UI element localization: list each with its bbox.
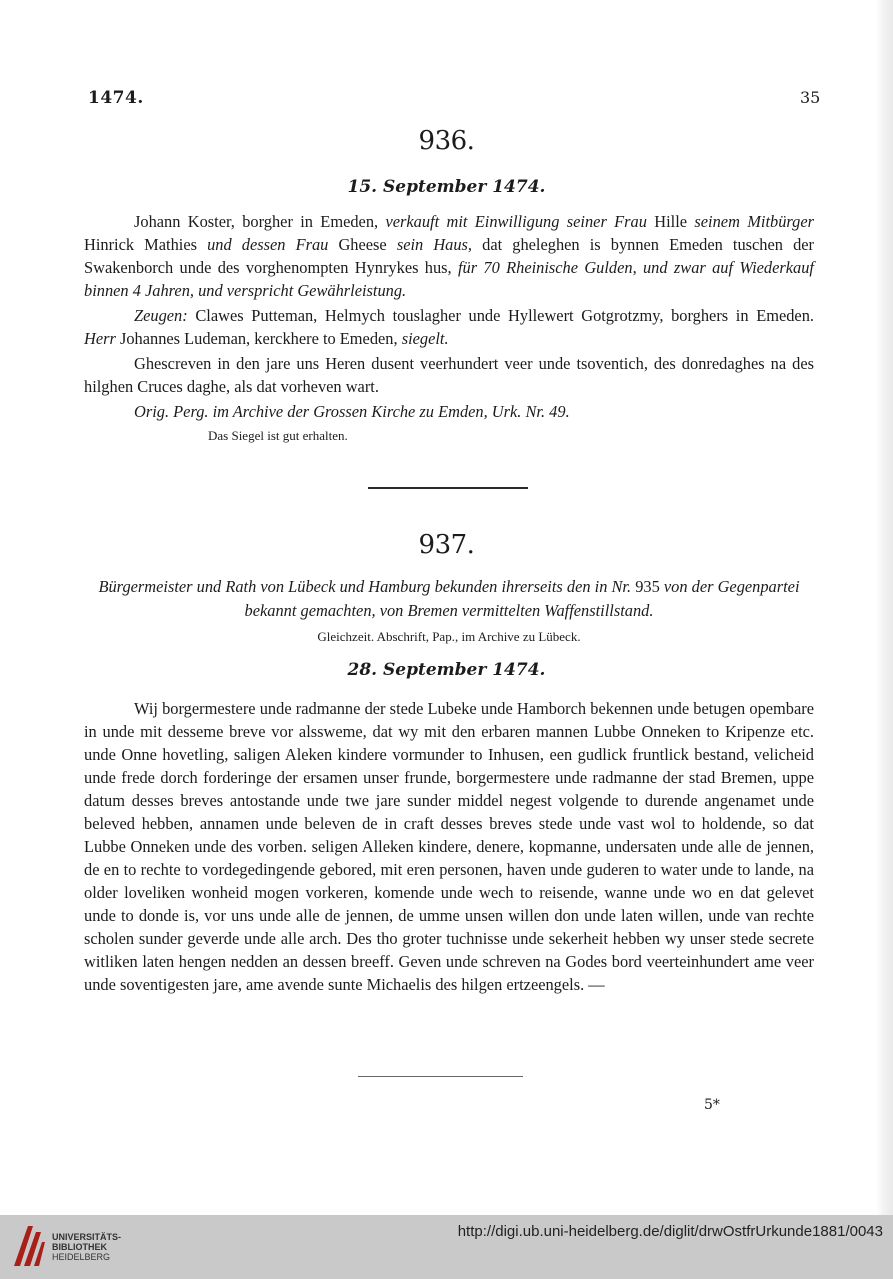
text-segment: Johannes Ludeman, kerckhere to Emeden,: [115, 329, 402, 348]
transmission-note: Gleichzeit. Abschrift, Pap., im Archive zu Lübeck.: [317, 629, 581, 644]
signature-mark: 5*: [704, 1097, 720, 1113]
library-name-line3: HEIDELBERG: [52, 1252, 111, 1262]
separator-rule: [368, 487, 528, 489]
text-segment: 935: [631, 577, 664, 596]
document-number-936: 936.: [418, 126, 475, 156]
document-937-body: [84, 697, 814, 996]
text-segment: Nr.: [611, 577, 632, 596]
separator-rule: [358, 1076, 523, 1077]
text-segment: Clawes Putteman, Helmych touslagher unde Hyllewert Gotgrotzmy, borghers in Emeden.: [187, 306, 814, 325]
permalink-url[interactable]: http://digi.ub.uni-heidelberg.de/diglit/drwOstfrUrkunde1881/0043: [457, 1223, 883, 1240]
library-name: [52, 1232, 121, 1262]
document-date-937: 28. September 1474.: [347, 660, 546, 680]
running-head-year: 1474.: [88, 88, 144, 108]
library-name-line1: UNIVERSITÄTS-: [52, 1232, 122, 1242]
text-segment: seinem Mitbürger: [694, 212, 815, 231]
text-segment: siegelt.: [401, 329, 449, 348]
seal-note: Das Siegel ist gut erhalten.: [208, 428, 348, 443]
page-number: 35: [800, 88, 821, 107]
text-segment: Hille: [646, 212, 695, 231]
text-segment: Gheese: [328, 235, 397, 254]
text-segment: dat gheleghen is bynnen Emeden tuschen der Swakenborch unde des vorghenompten Hynrykes hus,: [84, 235, 815, 277]
text-segment: Hinrick Mathies: [84, 235, 208, 254]
text-segment: für 70 Rheinische Gulden, und zwar auf Wiederkauf binnen 4 Jahren, und verspricht Gewährleistung.: [84, 258, 814, 300]
paragraph-summary: [84, 210, 814, 302]
text-segment: Johann Koster, borgher in Emeden,: [134, 212, 386, 231]
text-segment: Bürgermeister und Rath von Lübeck und Hamburg bekunden ihrerseits den in: [98, 577, 612, 596]
university-library-logo-icon: [12, 1222, 46, 1270]
document-number-937: 937.: [418, 530, 475, 560]
source-reference: Orig. Perg. im Archive der Grossen Kirche zu Emden, Urk. Nr. 49.: [134, 402, 570, 421]
paragraph-dating: Ghescreven in den jare uns Heren dusent veerhundert veer unde tsoventich, des donredaghes na des hilghen Cruces daghe, als dat vorheven wart.: [84, 354, 814, 396]
text-segment: und dessen Frau: [207, 235, 329, 254]
document-936-body: [84, 210, 814, 447]
text-segment: Herr: [84, 329, 116, 348]
document-937-summary: [84, 575, 814, 649]
library-name-line2: BIBLIOTHEK: [52, 1242, 107, 1252]
regest-summary: [84, 575, 814, 623]
text-segment: von der Gegenpartei bekannt gemachten, von Bremen vermittelten Waffenstillstand.: [244, 577, 800, 620]
text-segment: verkauft mit Einwilligung seiner Frau: [385, 212, 647, 231]
text-segment: sein Haus,: [396, 235, 473, 254]
text-segment: Zeugen:: [134, 306, 188, 325]
paragraph-witnesses: [84, 304, 814, 350]
document-date-936: 15. September 1474.: [347, 177, 546, 197]
charter-text: Wij borgermestere unde radmanne der stede Lubeke unde Hamborch bekennen unde betugen opembare in unde mit desseme breve vor alssweme, dat wy mit den erbaren mannen Lubbe Onneken to Kripenze etc. unde Onne hovetling, saligen Aleken kindere vormunder to Inhusen, een gudlick fruntlick bestand, velicheid unde frede dorch forderinge der ersamen unser frunde, borgermestere unde radmanne der stad Bremen, uppe datum desses breves antostande unde twe jare sunder middel negest volgende to durende angenamet unde beleved hebben, annamen unde beleven de in craft desses breves stede unde vast wol to holdende, so dat Lubbe Onneken unde des vorben. seligen Alleken kindere, denere, kopmanne, undersaten unde alle de jennen, de en to rechte to vordegedingende gebored, mit eren personen, haven unde guderen to water unde to lande, na older loveliken wonheid mogen vorkeren, komende unde wech to reisende, wanne unde wo en dat gelevet unde to donde is, vor uns unde alle de jennen, de umme unsen willen don unde laten willen, unde van rechte scholen sunder geverde unde alle arch. Des tho groter tuchnisse unde sekerheit hebben wy unser stede secrete witliken laten hengen nedden an dessen breeff. Geven unde schreven na Godes bord veerteinhundert ame veer unde soventigesten jare, ame avende sunte Michaelis des hilgen ertzeengels. —: [84, 699, 814, 994]
